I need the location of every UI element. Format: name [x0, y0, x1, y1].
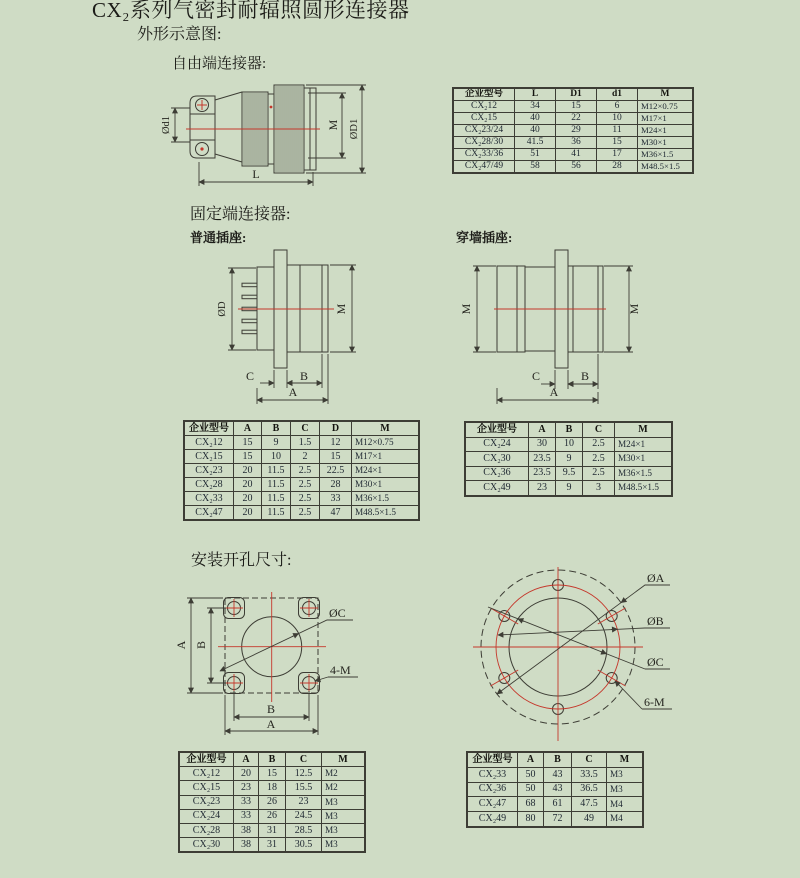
table-cell: 30.5: [286, 838, 322, 853]
table-cell: 15: [556, 101, 597, 113]
table-cell: 9: [556, 452, 583, 467]
dim-label-m: M: [326, 119, 340, 131]
table-cell: 20: [234, 492, 262, 506]
table-cell: 38: [234, 823, 259, 837]
table-row: [179, 781, 365, 795]
table-header-cell: A: [529, 422, 556, 437]
table-cell-model: CX₂30: [465, 452, 529, 467]
table-cell: 11.5: [262, 478, 291, 492]
table-cell-model: CX₂15: [179, 781, 234, 795]
fixed-end-label: 固定端连接器:: [190, 206, 291, 223]
table-row: [179, 823, 365, 837]
table-header-cell: 企业型号: [467, 752, 518, 767]
table-cell-model: CX₂33: [467, 767, 518, 782]
square-mounting-dimensions-table: [178, 751, 366, 853]
dim-label-phi-b: ØB: [647, 614, 664, 628]
table-cell: M3: [607, 782, 644, 797]
table-cell: 6: [597, 101, 638, 113]
table-cell: M2: [322, 781, 366, 795]
dim-label-d1: Ød1: [161, 115, 172, 135]
table-cell-model: CX₂28: [184, 478, 234, 492]
dim-label-c: C: [531, 369, 541, 383]
table-cell: 12: [320, 436, 352, 450]
table-cell: M17×1: [638, 113, 694, 125]
ordinary-socket-diagram: [212, 248, 384, 408]
table-cell: 49: [572, 812, 607, 827]
table-cell: 2.5: [583, 437, 615, 452]
table-cell: M3: [607, 767, 644, 782]
table-cell-model: CX₂15: [184, 450, 234, 464]
table-cell: 20: [234, 464, 262, 478]
table-cell: 20: [234, 478, 262, 492]
table-cell: 11.5: [262, 492, 291, 506]
dim-label-big-d1: ØD1: [349, 118, 360, 140]
dim-label-phi-c: ØC: [647, 655, 664, 669]
table-cell-model: CX₂47/49: [453, 161, 515, 174]
table-cell: 15: [234, 450, 262, 464]
dim-label-b-left: B: [194, 640, 208, 650]
dim-label-a-bottom: A: [266, 717, 276, 731]
table-cell: 38: [234, 838, 259, 853]
table-cell: 10: [597, 113, 638, 125]
table-cell: 23: [234, 781, 259, 795]
table-header-cell: 企业型号: [184, 421, 234, 436]
table-cell: M24×1: [352, 464, 420, 478]
table-header-cell: B: [556, 422, 583, 437]
table-header-cell: C: [286, 752, 322, 767]
table-cell-model: CX₂23: [184, 464, 234, 478]
table-cell: 26: [259, 809, 286, 823]
table-header-cell: 企业型号: [465, 422, 529, 437]
table-cell: 33: [320, 492, 352, 506]
dim-label-b-bottom: B: [266, 702, 276, 716]
table-header-row: [467, 752, 643, 767]
dim-label-b: B: [580, 369, 590, 383]
table-cell: 15: [234, 436, 262, 450]
table-cell: M48.5×1.5: [615, 481, 673, 496]
table-row: [184, 506, 419, 521]
table-cell: 18: [259, 781, 286, 795]
dim-label-d: ØD: [217, 301, 228, 317]
table-header-cell: M: [352, 421, 420, 436]
table-cell: 72: [544, 812, 572, 827]
table-cell: 40: [515, 125, 556, 137]
table-header-cell: C: [583, 422, 615, 437]
table-header-cell: D1: [556, 88, 597, 101]
ordinary-socket-label: 普通插座:: [190, 230, 247, 245]
table-cell: M36×1.5: [615, 466, 673, 481]
table-cell: M3: [322, 838, 366, 853]
table-cell-model: CX₂33: [184, 492, 234, 506]
table-cell: 30: [529, 437, 556, 452]
table-cell: 10: [556, 437, 583, 452]
table-header-cell: C: [291, 421, 320, 436]
through-wall-socket-label: 穿墙插座:: [456, 230, 513, 245]
table-cell: 20: [234, 767, 259, 781]
free-end-dimensions-table: [452, 87, 694, 174]
table-cell: 15: [320, 450, 352, 464]
table-cell: 43: [544, 782, 572, 797]
table-row: [465, 466, 672, 481]
table-cell-model: CX₂12: [184, 436, 234, 450]
table-cell: 47: [320, 506, 352, 521]
table-row: [184, 478, 419, 492]
table-cell: 33: [234, 795, 259, 809]
table-row: [453, 125, 693, 137]
free-end-connector-diagram: [160, 80, 372, 192]
table-row: [453, 161, 693, 174]
table-cell: 11: [597, 125, 638, 137]
table-row: [467, 767, 643, 782]
table-cell: 68: [518, 797, 544, 812]
table-cell: 2: [291, 450, 320, 464]
table-cell-model: CX₂15: [453, 113, 515, 125]
table-row: [467, 812, 643, 827]
table-cell-model: CX₂12: [453, 101, 515, 113]
table-cell: M36×1.5: [352, 492, 420, 506]
table-cell: 15.5: [286, 781, 322, 795]
table-cell: 22.5: [320, 464, 352, 478]
dimension-lines: [228, 265, 356, 404]
table-cell: M30×1: [352, 478, 420, 492]
table-cell: 41.5: [515, 137, 556, 149]
table-cell: 11.5: [262, 464, 291, 478]
dim-label-l: L: [252, 167, 260, 181]
table-cell: 23.5: [529, 466, 556, 481]
table-cell-model: CX₂12: [179, 767, 234, 781]
page-title: CX₂系列气密封耐辐照圆形连接器: [92, 0, 410, 22]
table-cell: M4: [607, 797, 644, 812]
table-row: [179, 767, 365, 781]
centerlines-red: [218, 592, 326, 702]
table-cell: M48.5×1.5: [352, 506, 420, 521]
table-cell: M12×0.75: [352, 436, 420, 450]
table-cell-model: CX₂33/36: [453, 149, 515, 161]
dim-label-m: M: [334, 303, 348, 315]
table-header-cell: A: [234, 752, 259, 767]
table-header-cell: B: [259, 752, 286, 767]
table-cell-model: CX₂49: [465, 481, 529, 496]
table-cell: 2.5: [291, 492, 320, 506]
table-header-cell: L: [515, 88, 556, 101]
table-header-cell: C: [572, 752, 607, 767]
table-cell: 40: [515, 113, 556, 125]
table-cell-model: CX₂49: [467, 812, 518, 827]
table-cell: 61: [544, 797, 572, 812]
table-cell: 2.5: [291, 506, 320, 521]
table-cell: 10: [262, 450, 291, 464]
table-row: [465, 437, 672, 452]
dim-label-b: B: [299, 369, 309, 383]
table-cell: M2: [322, 767, 366, 781]
table-cell-model: CX₂23/24: [453, 125, 515, 137]
table-header-row: [184, 421, 419, 436]
table-cell: M30×1: [638, 137, 694, 149]
table-row: [179, 838, 365, 853]
table-cell-model: CX₂47: [184, 506, 234, 521]
table-cell: 33: [234, 809, 259, 823]
table-cell: M48.5×1.5: [638, 161, 694, 174]
table-cell-model: CX₂47: [467, 797, 518, 812]
round-mounting-dimensions-table: [466, 751, 644, 828]
table-cell: 36.5: [572, 782, 607, 797]
table-cell: M3: [322, 823, 366, 837]
table-cell: 23.5: [529, 452, 556, 467]
section-outline-label: 外形示意图:: [137, 26, 222, 43]
table-cell: 51: [515, 149, 556, 161]
table-header-cell: d1: [597, 88, 638, 101]
data-table: [466, 751, 644, 828]
table-cell: 23: [286, 795, 322, 809]
data-table: [183, 420, 420, 521]
table-header-cell: B: [262, 421, 291, 436]
table-cell-model: CX₂30: [179, 838, 234, 853]
table-cell-model: CX₂28/30: [453, 137, 515, 149]
dim-label-6m: 6-M: [644, 695, 665, 709]
table-cell: 28: [320, 478, 352, 492]
table-cell: 50: [518, 782, 544, 797]
dim-label-phi-c: ØC: [329, 606, 346, 620]
mounting-holes-label: 安装开孔尺寸:: [191, 552, 292, 569]
table-cell: 2.5: [291, 464, 320, 478]
table-cell: 31: [259, 838, 286, 853]
table-cell: 58: [515, 161, 556, 174]
table-cell: 28: [597, 161, 638, 174]
table-cell: 23: [529, 481, 556, 496]
table-row: [467, 797, 643, 812]
table-header-cell: M: [322, 752, 366, 767]
table-cell-model: CX₂36: [465, 466, 529, 481]
data-table: [464, 421, 673, 497]
table-cell: 80: [518, 812, 544, 827]
round-mounting-hole-diagram: [465, 565, 690, 743]
table-row: [184, 436, 419, 450]
table-cell: M3: [322, 795, 366, 809]
dim-label-phi-a: ØA: [647, 571, 665, 585]
dim-label-a-left: A: [174, 640, 188, 650]
table-cell: M12×0.75: [638, 101, 694, 113]
dim-label-m-right: M: [627, 303, 641, 315]
table-row: [184, 492, 419, 506]
table-cell: 22: [556, 113, 597, 125]
table-row: [453, 137, 693, 149]
table-cell-model: CX₂23: [179, 795, 234, 809]
table-row: [184, 450, 419, 464]
table-cell: 15: [597, 137, 638, 149]
table-cell: 9: [262, 436, 291, 450]
table-header-cell: D: [320, 421, 352, 436]
table-cell: 24.5: [286, 809, 322, 823]
data-table: [178, 751, 366, 853]
table-cell-model: CX₂28: [179, 823, 234, 837]
table-header-cell: M: [607, 752, 644, 767]
table-row: [453, 113, 693, 125]
table-cell: 33.5: [572, 767, 607, 782]
table-cell: M4: [607, 812, 644, 827]
table-cell-model: CX₂24: [465, 437, 529, 452]
dim-label-a: A: [549, 385, 559, 399]
dim-label-c: C: [245, 369, 255, 383]
table-cell: M24×1: [638, 125, 694, 137]
table-cell: 1.5: [291, 436, 320, 450]
table-cell: 36: [556, 137, 597, 149]
table-cell: 29: [556, 125, 597, 137]
table-row: [184, 464, 419, 478]
table-cell: 41: [556, 149, 597, 161]
table-row: [467, 782, 643, 797]
table-cell: 17: [597, 149, 638, 161]
table-cell: 2.5: [583, 452, 615, 467]
centerlines-red: [473, 567, 643, 741]
table-cell: 3: [583, 481, 615, 496]
table-cell: 9.5: [556, 466, 583, 481]
ordinary-socket-dimensions-table: [183, 420, 420, 521]
table-cell: 26: [259, 795, 286, 809]
table-cell: 47.5: [572, 797, 607, 812]
table-cell: 12.5: [286, 767, 322, 781]
table-cell: 2.5: [583, 466, 615, 481]
table-cell: 50: [518, 767, 544, 782]
table-cell: M3: [322, 809, 366, 823]
square-mounting-hole-diagram: [174, 578, 380, 740]
table-header-cell: A: [234, 421, 262, 436]
table-cell: 34: [515, 101, 556, 113]
table-cell: 31: [259, 823, 286, 837]
table-cell: M30×1: [615, 452, 673, 467]
table-cell: 28.5: [286, 823, 322, 837]
table-row: [465, 452, 672, 467]
through-wall-socket-diagram: [459, 248, 650, 408]
table-header-row: [453, 88, 693, 101]
table-row: [465, 481, 672, 496]
table-cell: 56: [556, 161, 597, 174]
table-cell: 9: [556, 481, 583, 496]
table-cell: 15: [259, 767, 286, 781]
table-cell: 11.5: [262, 506, 291, 521]
table-cell-model: CX₂24: [179, 809, 234, 823]
table-cell: 2.5: [291, 478, 320, 492]
table-cell: M17×1: [352, 450, 420, 464]
table-header-cell: 企业型号: [179, 752, 234, 767]
table-header-row: [179, 752, 365, 767]
table-row: [179, 795, 365, 809]
table-row: [179, 809, 365, 823]
free-end-label: 自由端连接器:: [172, 56, 267, 72]
table-header-row: [465, 422, 672, 437]
dim-label-a: A: [288, 385, 298, 399]
table-cell: M36×1.5: [638, 149, 694, 161]
data-table: [452, 87, 694, 174]
table-cell: M24×1: [615, 437, 673, 452]
table-header-cell: B: [544, 752, 572, 767]
table-row: [453, 101, 693, 113]
table-row: [453, 149, 693, 161]
table-header-cell: M: [615, 422, 673, 437]
through-wall-socket-dimensions-table: [464, 421, 673, 497]
dim-label-m-left: M: [459, 303, 473, 315]
table-header-cell: A: [518, 752, 544, 767]
table-header-cell: M: [638, 88, 694, 101]
table-cell: 43: [544, 767, 572, 782]
table-cell-model: CX₂36: [467, 782, 518, 797]
dim-label-4m: 4-M: [330, 663, 351, 677]
table-header-cell: 企业型号: [453, 88, 515, 101]
table-cell: 20: [234, 506, 262, 521]
